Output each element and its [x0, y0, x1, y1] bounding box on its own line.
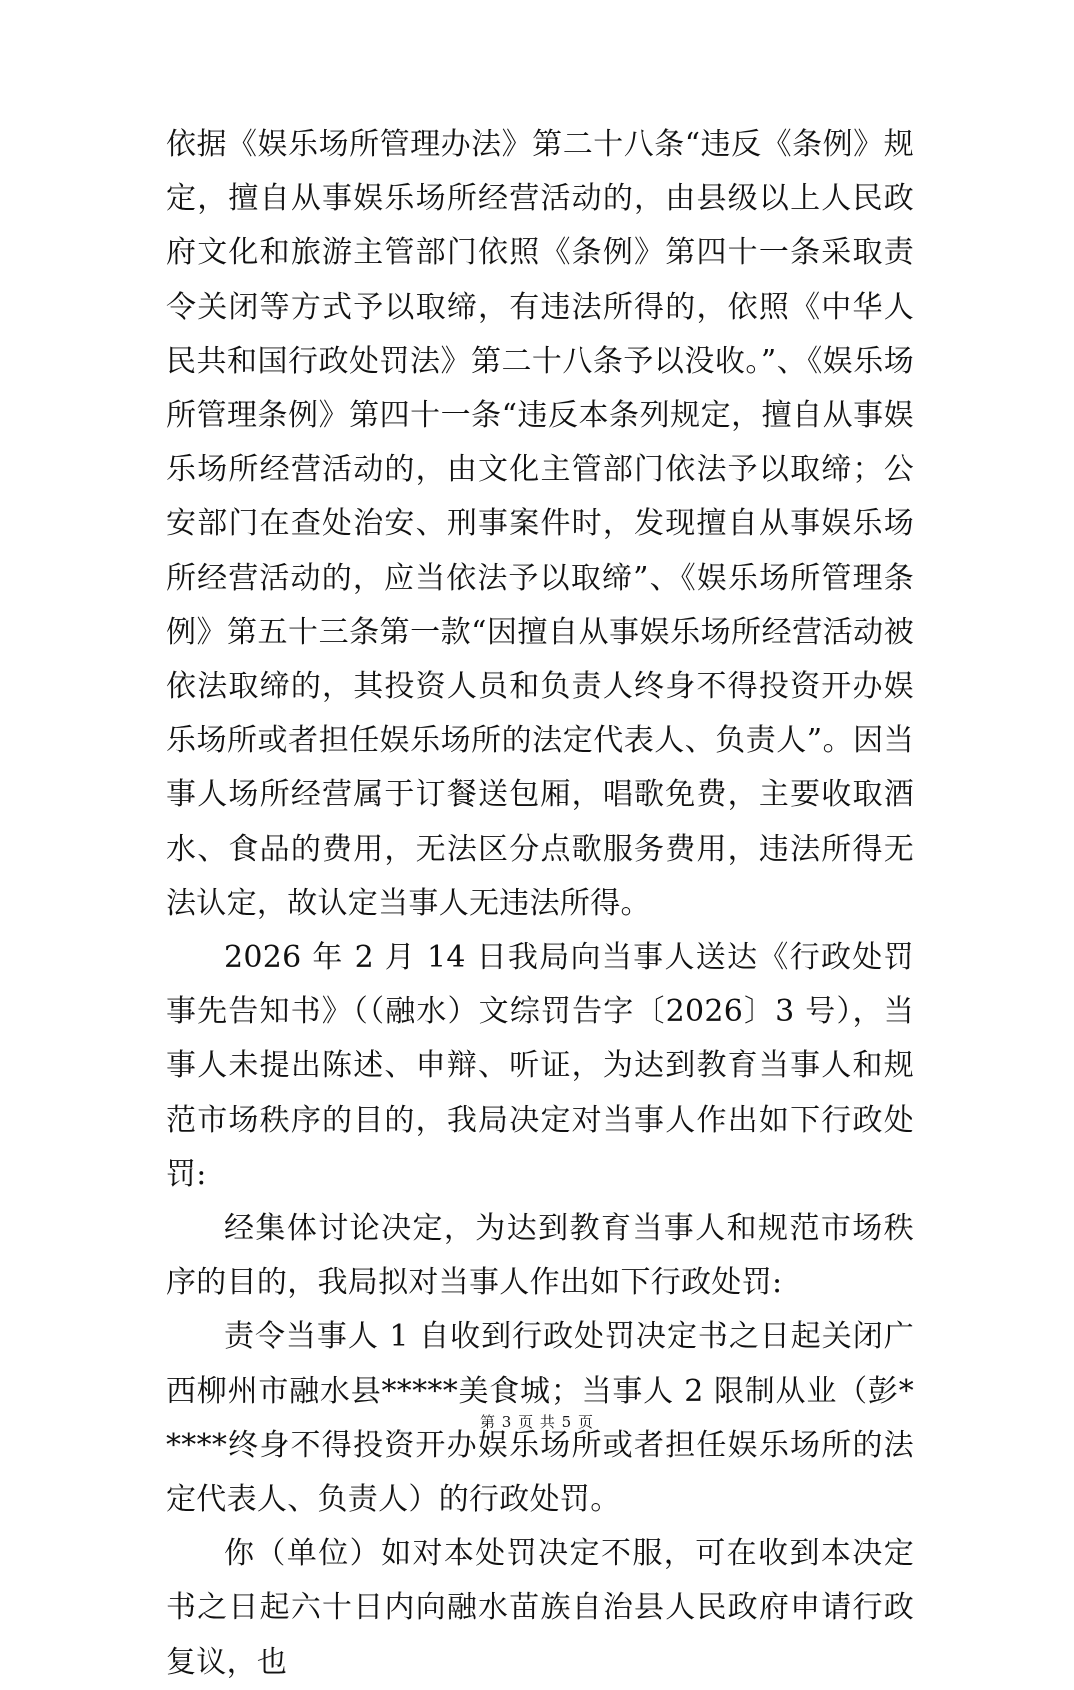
paragraph-penalty: 责令当事人 1 自收到行政处罚决定书之日起关闭广西柳州市融水县*****美食城；当事人 2 限制从业（彭*****终身不得投资开办娱乐场所或者担任娱乐场所的法定代表人、负责人）的行政处罚。	[166, 1319, 914, 1518]
paragraph-appeal-rights: 你（单位）如对本处罚决定不服，可在收到本决定书之日起六十日内向融水苗族自治县人民政府申请行政复议，也	[166, 1536, 914, 1680]
paragraph-legal-basis: 依据《娱乐场所管理办法》第二十八条“违反《条例》规定，擅自从事娱乐场所经营活动的，由县级以上人民政府文化和旅游主管部门依照《条例》第四十一条采取责令关闭等方式予以取缔，有违法所得的，依照《中华人民共和国行政处罚法》第二十八条予以没收。”、《娱乐场所管理条例》第四十一条“违反本条列规定，擅自从事娱乐场所经营活动的，由文化主管部门依法予以取缔；公安部门在查处治安、刑事案件时，发现擅自从事娱乐场所经营活动的，应当依法予以取缔”、《娱乐场所管理条例》第五十三条第一款“因擅自从事娱乐场所经营活动被依法取缔的，其投资人员和负责人终身不得投资开办娱乐场所或者担任娱乐场所的法定代表人、负责人”。因当事人场所经营属于订餐送包厢，唱歌免费，主要收取酒水、食品的费用，无法区分点歌服务费用，违法所得无法认定，故认定当事人无违法所得。	[166, 127, 914, 921]
paragraph-collective-decision: 经集体讨论决定，为达到教育当事人和规范市场秩序的目的，我局拟对当事人作出如下行政处罚:	[166, 1211, 914, 1301]
document-body	[166, 118, 914, 1690]
paragraph-notice-served: 2026 年 2 月 14 日我局向当事人送达《行政处罚事先告知书》（（融水）文综罚告字〔2026〕3 号），当事人未提出陈述、申辩、听证，为达到教育当事人和规范市场秩序的目的，我局决定对当事人作出如下行政处罚:	[166, 940, 914, 1192]
page-footer: 第 3 页 共 5 页	[480, 1413, 594, 1431]
